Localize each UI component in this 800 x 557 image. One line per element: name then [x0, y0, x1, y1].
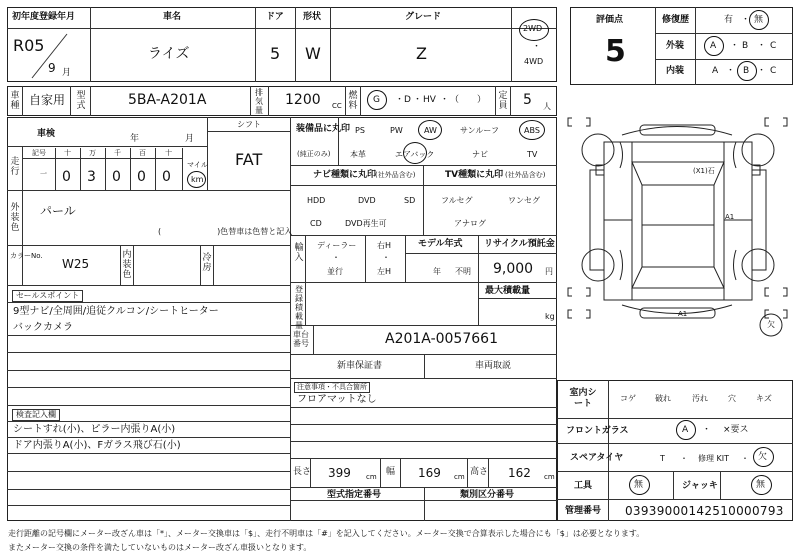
navi-title: ナビ種類に丸印 — [313, 170, 377, 180]
footer-line-2: またメーター交換の条件を満たしていないものはメーター改ざん車扱いとなります。 — [8, 543, 312, 552]
navi-dvd: DVD — [358, 196, 376, 205]
color-label: 外装色 — [10, 203, 20, 233]
fuel-hv: HV — [423, 95, 436, 105]
notes-label: 注意事項・不具合箇所 — [294, 382, 370, 393]
capacity-label: 定員 — [498, 91, 508, 111]
digit-head-0: 記号 — [32, 149, 46, 157]
tv-title: TV種類に丸印 — [445, 170, 504, 180]
digit-head-1: 十 — [64, 149, 71, 157]
car-name: ライズ — [148, 46, 190, 62]
mgmt-label: 管理番号 — [565, 506, 602, 516]
height-cm: cm — [544, 473, 555, 481]
width-cm: cm — [454, 473, 465, 481]
equip-leather: 本革 — [350, 150, 366, 159]
drive-4wd: 4WD — [524, 57, 544, 66]
doors-label: ドア — [266, 12, 284, 22]
recycle-label: リサイクル預託金 — [484, 239, 555, 249]
equip-sunroof: サンルーフ — [460, 126, 499, 135]
import-dealer: ディーラー — [317, 241, 357, 250]
drive-2wd: 2WD — [523, 24, 543, 33]
usage-label: 車種 — [10, 91, 20, 111]
digit-3: 0 — [162, 169, 171, 185]
import-dot: ・ — [332, 253, 340, 262]
interior-a: A — [712, 66, 719, 76]
inspector-line-2: ドア内張りA(小)、Fガラス飛び石(小) — [13, 440, 181, 451]
equip-abs: ABS — [524, 126, 540, 135]
interior-label: 内装 — [666, 66, 685, 76]
fuel-dot3: ・ — [440, 95, 450, 105]
equipment-label: 装備品に丸印 — [296, 124, 351, 134]
interior-dot1: ・ — [726, 66, 736, 76]
fuel-paren: （ ） — [450, 95, 487, 105]
ac-label: 冷房 — [202, 253, 212, 273]
inspector-line-1: シートすれ(小)、ピラー内張りA(小) — [13, 424, 176, 435]
fuel-dot2: ・ — [413, 95, 423, 105]
interior-color-label: 内装色 — [122, 250, 132, 280]
equip-pw: PW — [390, 126, 403, 135]
import-label: 輸入 — [294, 243, 304, 263]
model-label: 型式 — [76, 91, 86, 111]
seat-label: 室内シート — [569, 388, 597, 409]
max-load-label: 最大積載量 — [485, 286, 531, 296]
km-label: km — [191, 175, 204, 184]
color-value: パール — [40, 204, 76, 218]
repair-yes: 有 — [724, 15, 734, 25]
recycle-value: 9,000 — [493, 261, 534, 277]
repair-label: 修復歴 — [662, 15, 690, 25]
color-note: ( )色替車は色替と記入 — [158, 227, 293, 236]
digit-head-2: 万 — [89, 149, 96, 157]
navi-sd: SD — [404, 196, 416, 205]
diagram-mark-3: A1 — [678, 310, 688, 318]
jack-label: ジャッキ — [682, 481, 718, 491]
spare-none: 欠 — [758, 452, 768, 462]
equip-airbag: エアバック — [395, 150, 435, 159]
fuel-label: 燃料 — [348, 91, 358, 111]
diagram-mark-4: 欠 — [767, 320, 775, 329]
interior-dot2: ・ — [757, 66, 767, 76]
tv-oneseg: ワンセグ — [508, 196, 540, 205]
kg-unit: kg — [545, 312, 555, 321]
exterior-label: 外装 — [666, 41, 685, 51]
grade-label: グレード — [405, 12, 442, 22]
equipment-sub: (純正のみ) — [297, 150, 331, 158]
navi-hdd: HDD — [307, 196, 326, 205]
doors-value: 5 — [270, 44, 281, 63]
diagram-mark-2: A1 — [725, 213, 735, 221]
windshield-x: ×要ス — [723, 425, 749, 435]
tv-fullseg: フルセグ — [441, 196, 473, 205]
spare-dot2: ・ — [741, 454, 749, 463]
mile-label: マイル — [187, 161, 208, 169]
jack-none: 無 — [756, 480, 766, 490]
shape-label: 形状 — [303, 12, 322, 22]
reg-era: R05 — [13, 36, 45, 55]
month-unit: 月 — [62, 68, 72, 78]
height-label: 高さ — [470, 467, 489, 477]
score-label: 評価点 — [596, 15, 624, 25]
width-value: 169 — [418, 466, 441, 480]
digit-head-3: 千 — [114, 149, 121, 157]
reg-load-label: 登録積載量 — [295, 285, 303, 330]
length-value: 399 — [328, 466, 351, 480]
footer-line-1: 走行距離の記号欄にメーター改ざん車は「*」、メーター交換車は「$」、走行不明車は「#」を記入してください。メーター交換で合算表示した場合にも「$」は必要となります。 — [8, 529, 645, 538]
sales-points-label: セールスポイント — [12, 290, 83, 302]
width-label: 幅 — [386, 467, 396, 477]
mgmt-value: 03939000142510000793 — [625, 504, 784, 518]
tv-analog: アナログ — [454, 219, 486, 228]
fuel-dot1: ・ — [395, 95, 405, 105]
shift-value: FAT — [235, 150, 263, 169]
digit-2: 0 — [137, 169, 146, 185]
windshield-dot: ・ — [702, 425, 712, 435]
fuel-d: D — [404, 95, 411, 105]
seat-hole: 穴 — [728, 394, 736, 403]
shaken-month-unit: 月 — [185, 134, 195, 144]
model-value: 5BA-A201A — [128, 92, 207, 108]
car-name-label: 車名 — [163, 12, 182, 22]
grade-value: Z — [416, 44, 427, 63]
height-value: 162 — [508, 466, 531, 480]
color-no-value: W25 — [62, 257, 90, 271]
spare-kit: 修理 KIT — [698, 454, 730, 463]
navi-note: (社外品含む) — [375, 171, 416, 179]
sales-line-2: バックカメラ — [13, 322, 73, 333]
cc-unit: CC — [332, 102, 342, 110]
exterior-c: C — [770, 41, 777, 51]
spare-dot1: ・ — [680, 454, 688, 463]
model-year-unit: 年 — [433, 267, 441, 276]
seat-scratch: キズ — [756, 394, 772, 403]
person-unit: 人 — [543, 102, 551, 111]
inspector-label: 検査記入欄 — [12, 409, 60, 421]
length-label: 長さ — [293, 467, 312, 477]
windshield-a: A — [682, 425, 689, 435]
spare-label: スペアタイヤ — [570, 453, 624, 463]
length-cm: cm — [366, 473, 377, 481]
equip-aw: AW — [424, 126, 437, 135]
fuel-g: G — [373, 95, 380, 105]
seat-stain: 汚れ — [692, 394, 708, 403]
digit-1: 0 — [112, 169, 121, 185]
shaken-label: 車検 — [37, 129, 56, 139]
shift-label: シフト — [237, 120, 261, 129]
digit-head-5: 十 — [165, 149, 172, 157]
tools-label: 工具 — [574, 481, 593, 491]
import-right-h: 右H — [377, 241, 392, 250]
shaken-year-unit: 年 — [130, 134, 140, 144]
tools-none: 無 — [634, 480, 644, 490]
seat-tear: 破れ — [655, 394, 671, 403]
drive-dot: ・ — [532, 42, 542, 52]
digit-head-4: 百 — [139, 149, 146, 157]
digit-head-6: 一 — [40, 170, 47, 178]
shape-value: W — [305, 44, 321, 63]
capacity-value: 5 — [523, 92, 532, 108]
digit-4: 0 — [62, 169, 71, 185]
digit-0: 3 — [87, 169, 96, 185]
displacement-value: 1200 — [285, 92, 321, 108]
equip-ps: PS — [355, 126, 365, 135]
seat-burn: コゲ — [620, 394, 636, 403]
import-parallel: 並行 — [327, 267, 343, 276]
manual: 車両取説 — [475, 361, 512, 371]
chassis-label: 車台番号 — [293, 330, 309, 348]
tv-note: (社外品含む) — [505, 171, 546, 179]
yen-unit: 円 — [545, 267, 553, 276]
usage-value: 自家用 — [29, 93, 66, 107]
import-dot2: ・ — [382, 253, 390, 262]
interior-c: C — [770, 66, 777, 76]
class-number-label: 類別区分番号 — [460, 490, 515, 500]
reg-month: 9 — [48, 61, 56, 75]
exterior-dot1: ・ — [730, 41, 740, 51]
reg-year-label: 初年度登録年月 — [12, 12, 76, 22]
model-year-unknown: 不明 — [455, 267, 471, 276]
navi-dvd-play: DVD再生可 — [345, 219, 387, 228]
color-no-label: カラーNo. — [10, 252, 43, 260]
type-number-label: 型式指定番号 — [327, 490, 382, 500]
interior-b: B — [743, 66, 750, 76]
score-value: 5 — [605, 34, 626, 69]
spare-t: T — [660, 454, 665, 463]
windshield-label: フロントガラス — [566, 426, 629, 436]
vehicle-damage-diagram — [560, 110, 796, 375]
sep-dot: ・ — [741, 15, 751, 25]
equip-navi: ナビ — [472, 150, 488, 159]
import-left-h: 左H — [377, 267, 392, 276]
diagram-mark-1: (X1)石 — [693, 167, 715, 175]
chassis-value: A201A-0057661 — [385, 331, 498, 347]
exterior-b: B — [742, 41, 749, 51]
navi-cd: CD — [310, 219, 322, 228]
exterior-dot2: ・ — [757, 41, 767, 51]
displacement-label: 排気量 — [255, 88, 263, 115]
repair-no: 無 — [754, 15, 764, 25]
model-year-label: モデル年式 — [418, 239, 463, 249]
equip-tv: TV — [527, 150, 538, 159]
new-warranty: 新車保証書 — [337, 361, 383, 371]
mileage-label: 走行 — [10, 157, 20, 177]
exterior-a: A — [710, 41, 717, 51]
sales-line-1: 9型ナビ/全周囲/追従クルコン/シートヒーター — [13, 306, 219, 317]
notes-value: フロアマットなし — [297, 394, 377, 405]
